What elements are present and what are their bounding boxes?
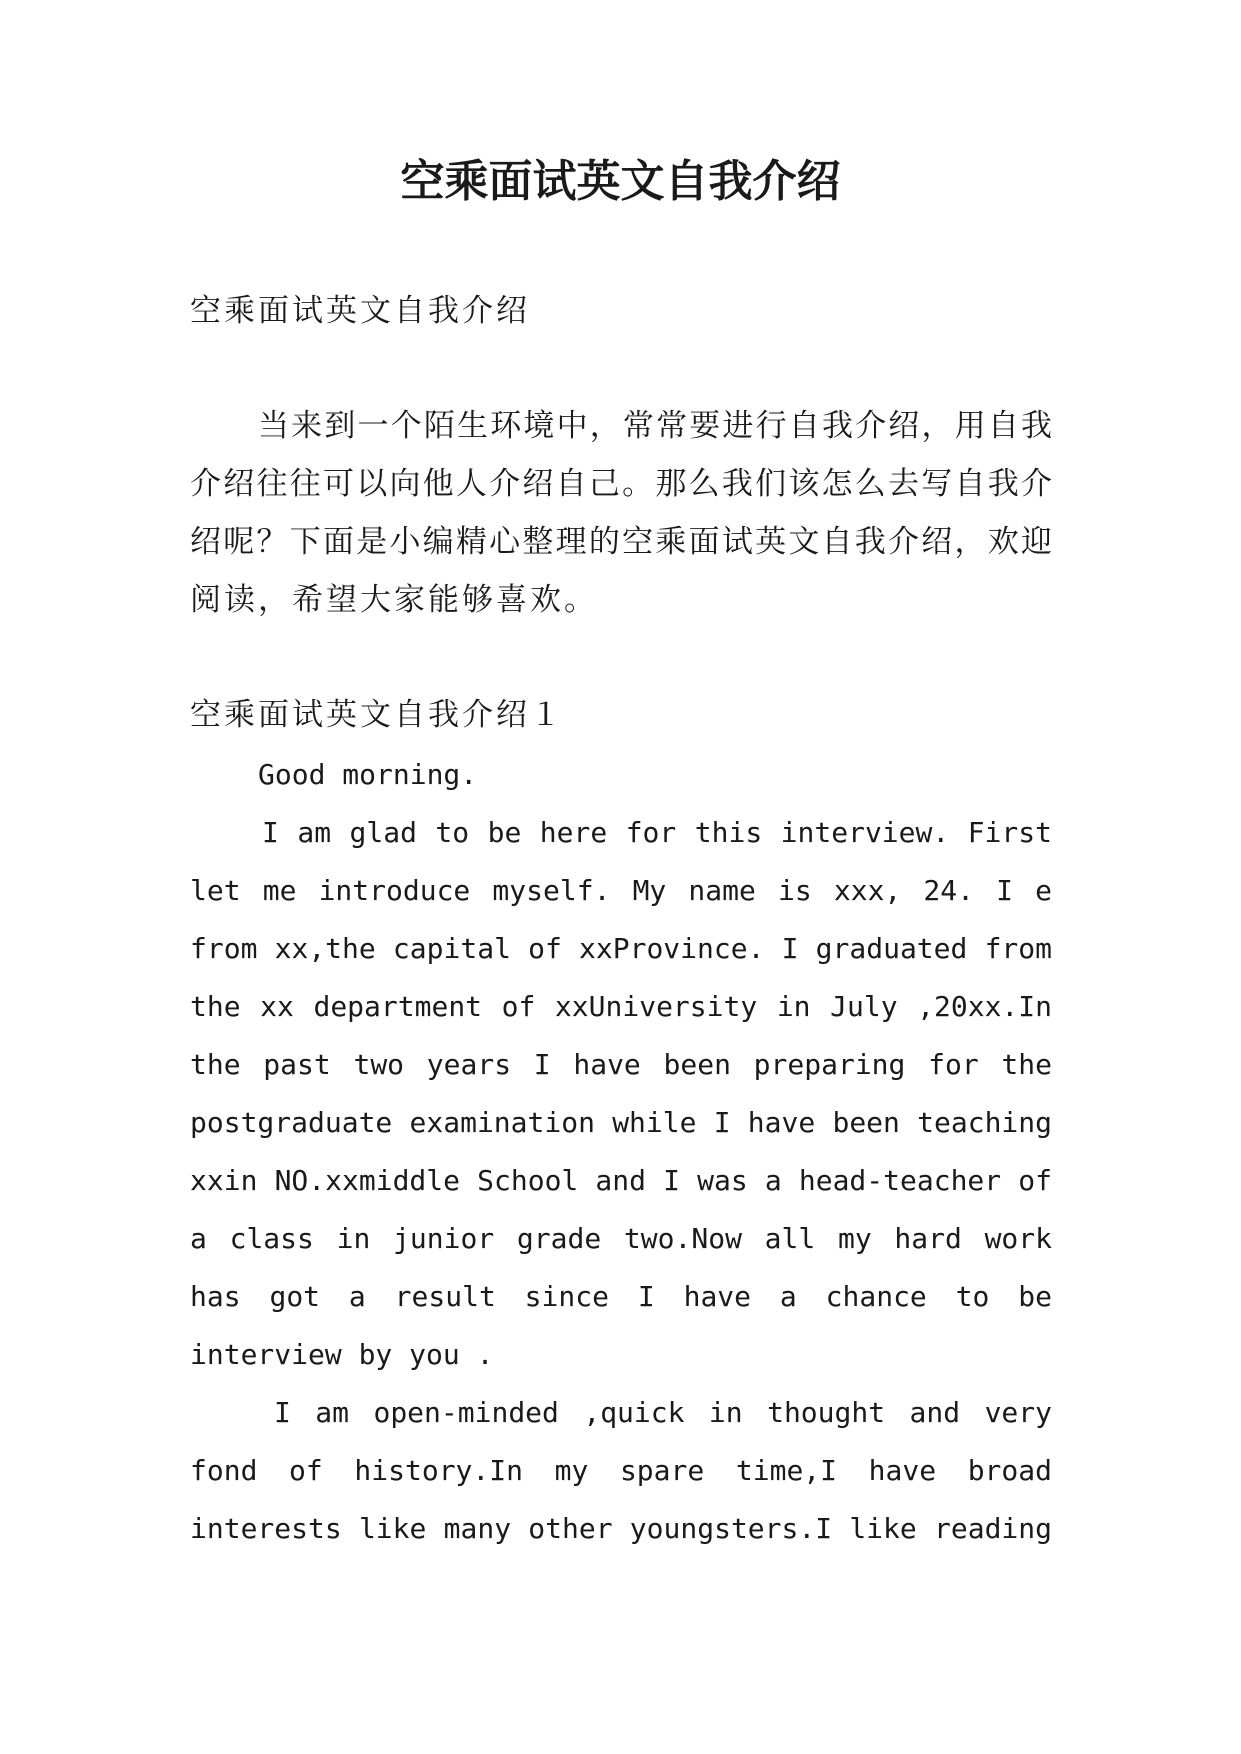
paragraph-line: the xx department of xxUniversity in July ,20xx.In (190, 990, 1052, 1023)
intro-line: 介绍往往可以向他人介绍自己。那么我们该怎么去写自我介 (190, 466, 1052, 502)
intro-line: 当来到一个陌生环境中，常常要进行自我介绍，用自我 (258, 408, 1052, 444)
paragraph-line: fond of history.In my spare time,I have broad (190, 1454, 1052, 1487)
paragraph-line: interests like many other youngsters.I like reading (190, 1512, 1052, 1545)
paragraph-line: postgraduate examination while I have been teaching (190, 1106, 1052, 1139)
document-subtitle: 空乘面试英文自我介绍 (190, 293, 530, 329)
paragraph-line: xxin NO.xxmiddle School and I was a head-teacher of (190, 1164, 1052, 1197)
intro-line: 绍呢？下面是小编精心整理的空乘面试英文自我介绍，欢迎 (190, 524, 1052, 560)
greeting-line: Good morning. (258, 758, 478, 791)
section-heading: 空乘面试英文自我介绍１ (190, 697, 564, 733)
paragraph-line: let me introduce myself. My name is xxx, 24. I e (190, 874, 1052, 907)
paragraph-line: interview by you . (190, 1338, 494, 1371)
paragraph-line: has got a result since I have a chance to be (190, 1280, 1052, 1313)
paragraph-line: I am open-minded ,quick in thought and very (274, 1396, 1052, 1429)
paragraph-line: a class in junior grade two.Now all my hard work (190, 1222, 1052, 1255)
paragraph-line: I am glad to be here for this interview. First (262, 816, 1052, 849)
intro-line: 阅读，希望大家能够喜欢。 (190, 582, 598, 618)
paragraph-line: from xx,the capital of xxProvince. I graduated from (190, 932, 1052, 965)
paragraph-line: the past two years I have been preparing for the (190, 1048, 1052, 1081)
document-title: 空乘面试英文自我介绍 (400, 156, 841, 207)
